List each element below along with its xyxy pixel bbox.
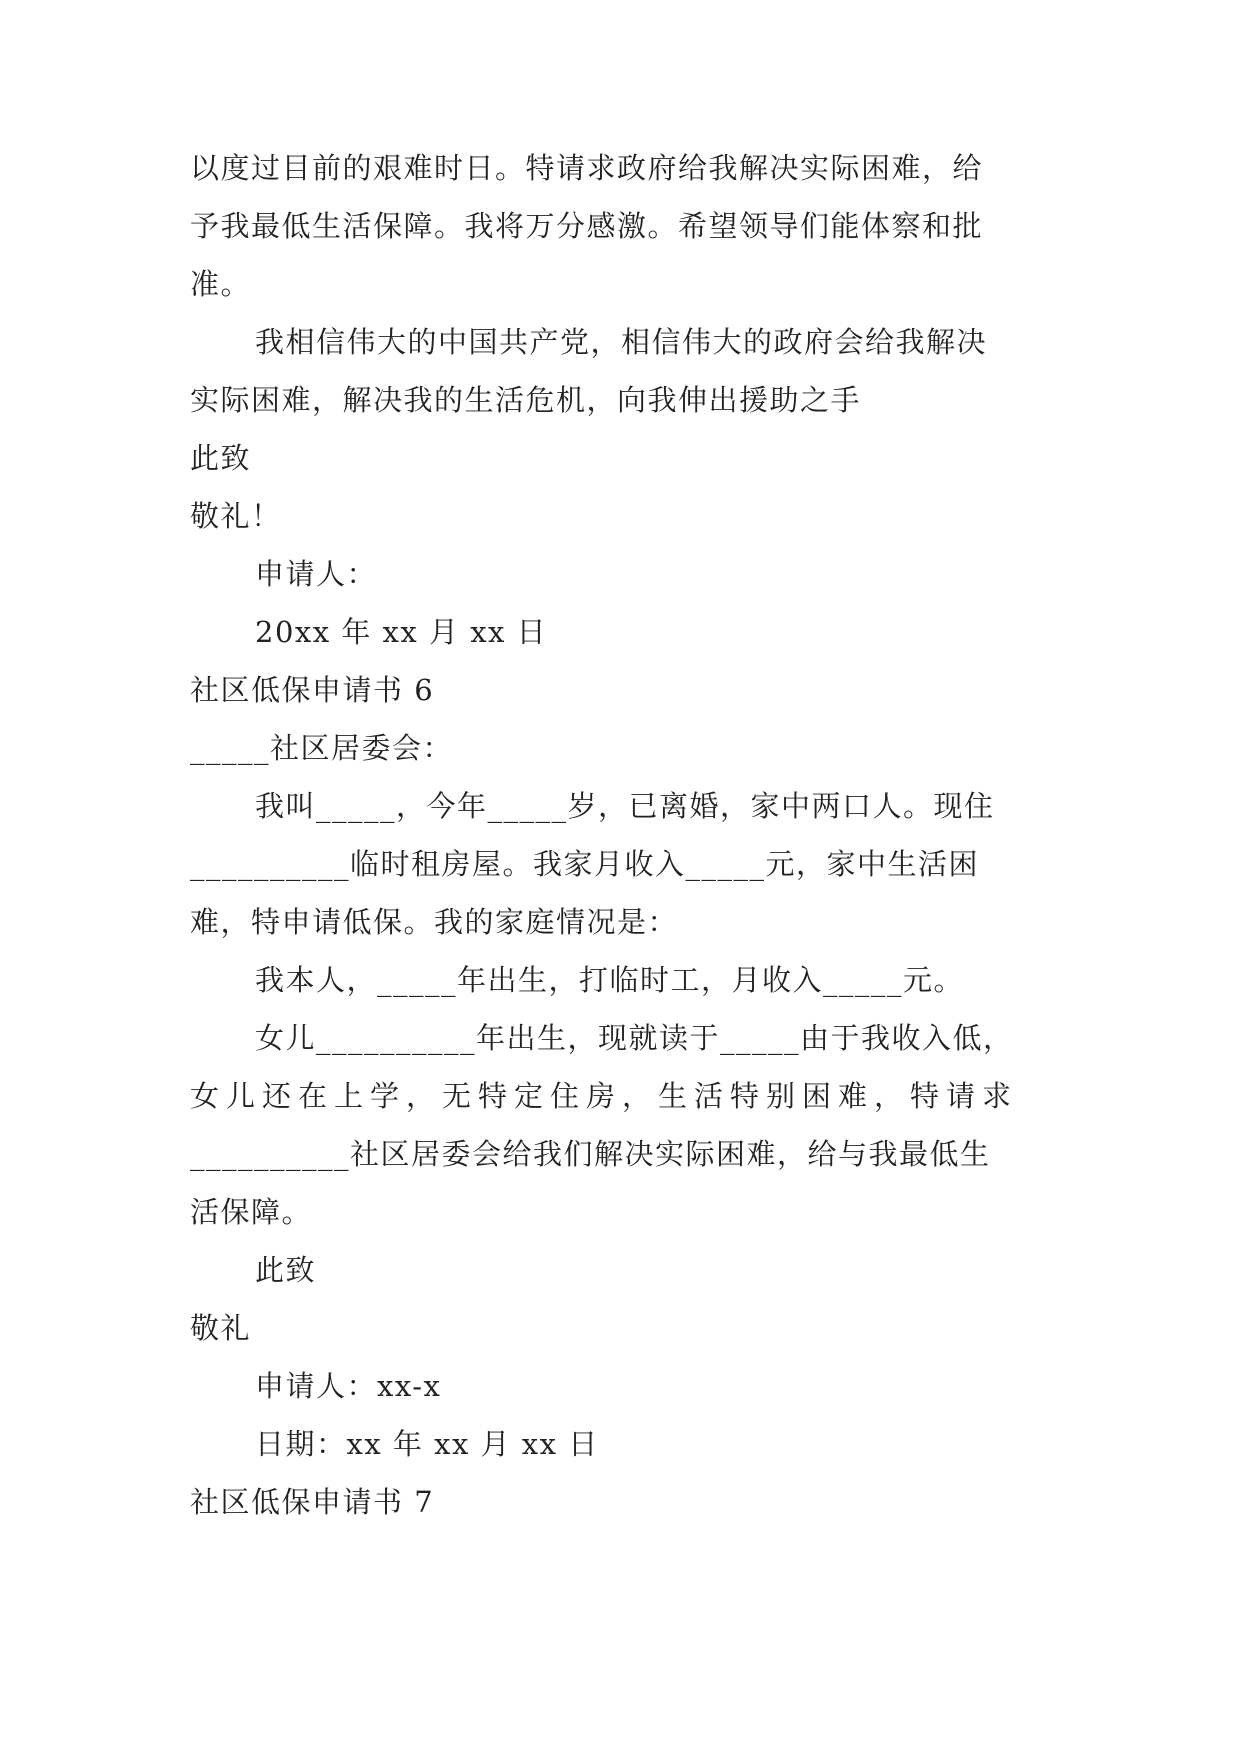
paragraph-line: 实际困难，解决我的生活危机，向我伸出援助之手 [190, 383, 862, 417]
paragraph-line: 女儿__________年出生，现就读于_____由于我收入低， [255, 1021, 1014, 1055]
date-line: 20xx 年 xx 月 xx 日 [255, 615, 548, 649]
paragraph-line: 予我最低生活保障。我将万分感激。希望领导们能体察和批 [190, 209, 984, 243]
paragraph-line: 女儿还在上学，无特定住房，生活特别困难，特请求 [190, 1079, 1019, 1113]
addressee: _____社区居委会： [190, 731, 454, 765]
section-title: 社区低保申请书 7 [190, 1485, 435, 1519]
paragraph-line: 准。 [190, 267, 252, 301]
closing-salutation: 此致 [255, 1253, 317, 1287]
applicant-signature: 申请人：xx-x [255, 1369, 442, 1403]
closing-salutation: 此致 [190, 441, 252, 475]
paragraph-line: __________临时租房屋。我家月收入_____元，家中生活困 [190, 847, 980, 881]
date-line: 日期：xx 年 xx 月 xx 日 [255, 1427, 599, 1461]
section-title: 社区低保申请书 6 [190, 673, 435, 707]
paragraph-line: 活保障。 [190, 1195, 313, 1229]
closing-salutation: 敬礼！ [190, 499, 282, 533]
paragraph-line: 我本人，_____年出生，打临时工，月收入_____元。 [255, 963, 965, 997]
paragraph-line: 我叫_____，今年_____岁，已离婚，家中两口人。现住 [255, 789, 995, 823]
applicant-signature: 申请人： [255, 557, 378, 591]
paragraph-line: 我相信伟大的中国共产党，相信伟大的政府会给我解决 [255, 325, 988, 359]
paragraph-line: 以度过目前的艰难时日。特请求政府给我解决实际困难，给 [190, 151, 984, 185]
paragraph-line: 难，特申请低保。我的家庭情况是： [190, 905, 679, 939]
paragraph-line: __________社区居委会给我们解决实际困难，给与我最低生 [190, 1137, 991, 1171]
closing-salutation: 敬礼 [190, 1311, 252, 1345]
